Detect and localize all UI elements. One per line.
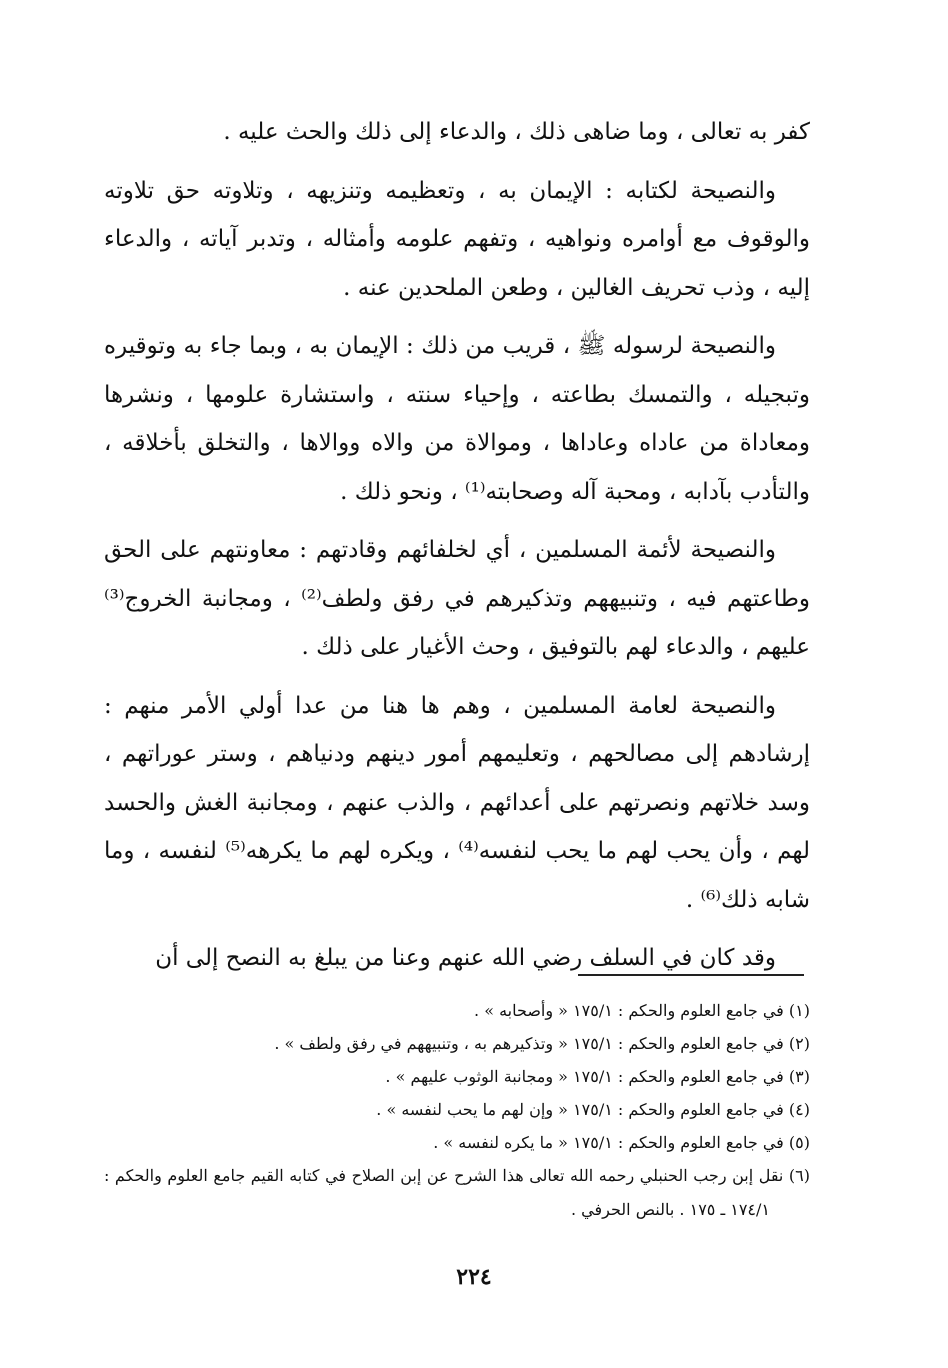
- footnote-4: (٤) في جامع العلوم والحكم : ١٧٥/١ « وإن لهم ما يحب لنفسه » .: [376, 1100, 810, 1119]
- footnote-6: (٦) نقل إبن رجب الحنبلي رحمه الله تعالى هذا الشرح عن إبن الصلاح في كتابه القيم جامع العلوم والحكم : ١٧٤/١ ـ ١٧٥ . بالنص الحرفي .: [104, 1166, 810, 1219]
- paragraph-book: والنصيحة لكتابه : الإيمان به ، وتعظيمه وتنزيهه ، وتلاوته حق تلاوته والوقوف مع أوامره ونواهيه ، وتفهم علومه وأمثاله ، وتدبر آياته ، والدعاء إليه ، وذب تحريف الغالين ، وطعن الملحدين عنه .: [104, 177, 810, 301]
- page-number: ٢٢٤: [456, 1264, 492, 1290]
- footnote-2: (٢) في جامع العلوم والحكم : ١٧٥/١ « وتذكيرهم به ، وتنبيههم في رفق ولطف » .: [274, 1034, 810, 1053]
- footnote-3: (٣) في جامع العلوم والحكم : ١٧٥/١ « ومجانبة الوثوب عليهم » .: [385, 1067, 810, 1086]
- footnote-1: (١) في جامع العلوم والحكم : ١٧٥/١ « وأصحابه » .: [474, 1001, 810, 1020]
- paragraph-salaf: وقد كان في السلف رضي الله عنهم وعنا من يبلغ به النصح إلى أن: [155, 945, 776, 971]
- footnote-separator: [578, 974, 804, 976]
- body-text: [104, 108, 810, 993]
- paragraph-leaders: والنصيحة لأئمة المسلمين ، أي لخلفائهم وقادتهم : معاونتهم على الحق وطاعتهم فيه ، وتنبيههم وتذكيرهم في رفق ولطف⁽²⁾ ، ومجانبة الخروج⁽³⁾ عليهم ، والدعاء لهم بالتوفيق ، وحث الأغيار على ذلك .: [104, 537, 811, 660]
- paragraph-continuation: كفر به تعالى ، وما ضاهى ذلك ، والدعاء إلى ذلك والحث عليه .: [223, 119, 810, 145]
- paragraph-common-muslims: والنصيحة لعامة المسلمين ، وهم ها هنا من عدا أولي الأمر منهم : إرشادهم إلى مصالحهم ، وتعليمهم أمور دينهم ودنياهم ، وستر عوراتهم ، وسد خلاتهم ونصرتهم على أعدائهم ، والذب عنهم ، ومجانبة الغش والحسد لهم ، وأن يحب لهم ما يحب لنفسه⁽⁴⁾ ، ويكره لهم ما يكرهه⁽⁵⁾ لنفسه ، وما شابه ذلك⁽⁶⁾ .: [104, 692, 810, 913]
- footnote-5: (٥) في جامع العلوم والحكم : ١٧٥/١ « ما يكره لنفسه » .: [433, 1133, 810, 1152]
- footnotes: [104, 994, 810, 1227]
- paragraph-messenger: والنصيحة لرسوله ﷺ ، قريب من ذلك : الإيمان به ، وبما جاء به وتوقيره وتبجيله ، والتمسك بطاعته ، وإحياء سنته ، واستشارة علومها ، ونشرها ومعاداة من عاداه وعاداها ، وموالاة من والاه ووالاها ، والتخلق بأخلاقه ، والتأدب بآدابه ، ومحبة آله وصحابته⁽¹⁾ ، ونحو ذلك .: [104, 333, 810, 505]
